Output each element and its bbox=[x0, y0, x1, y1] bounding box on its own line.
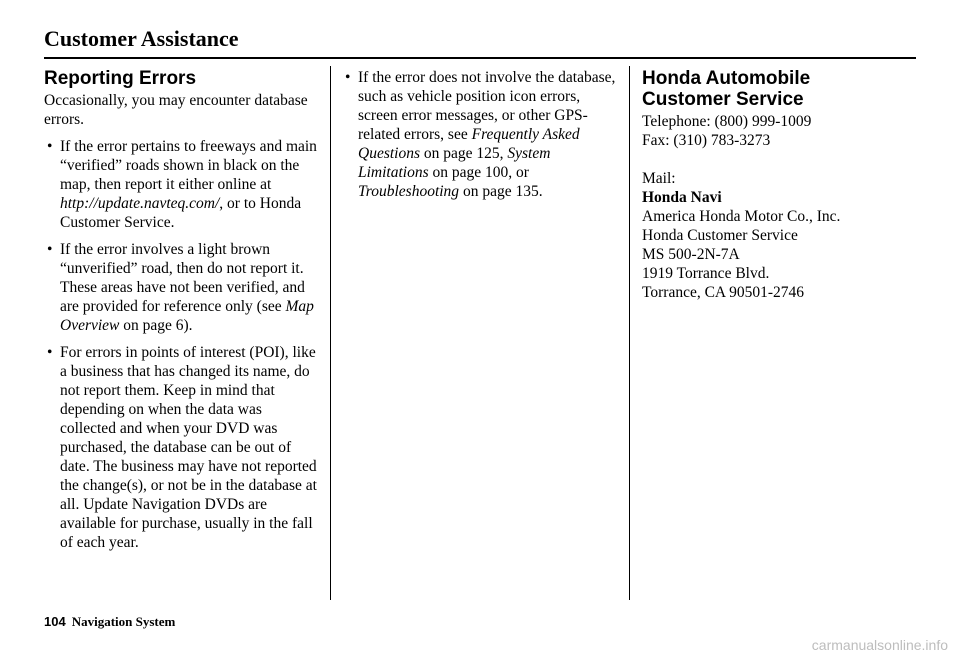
bullet-dot: • bbox=[47, 344, 53, 361]
system-limitations-reference[interactable]: System Limitations bbox=[358, 145, 551, 181]
mail-city: Torrance, CA 90501-2746 bbox=[642, 284, 805, 301]
mail-stop: MS 500-2N-7A bbox=[642, 246, 740, 263]
bullet-dot: • bbox=[47, 241, 53, 258]
bullet-poi-errors bbox=[44, 343, 318, 552]
column-divider-right bbox=[629, 66, 630, 600]
heading-line-2: Customer Service bbox=[642, 89, 804, 110]
page-footer bbox=[44, 614, 175, 630]
page-number: 104 bbox=[44, 614, 66, 629]
bullet-non-database-mid2: on page 100, or bbox=[428, 164, 529, 181]
page-title: Customer Assistance bbox=[44, 26, 239, 51]
bullet-unverified-tail: on page 6). bbox=[119, 317, 193, 334]
troubleshooting-reference[interactable]: Troubleshooting bbox=[358, 183, 460, 200]
mail-label: Mail: bbox=[642, 170, 676, 187]
bullet-unverified-roads bbox=[44, 240, 318, 335]
mail-street: 1919 Torrance Blvd. bbox=[642, 265, 770, 282]
fax-number: Fax: (310) 783-3273 bbox=[642, 132, 771, 149]
heading-line-1: Honda Automobile bbox=[642, 68, 811, 89]
bullet-non-database bbox=[342, 68, 618, 201]
bullet-non-database-text: If the error does not involve the database, such as vehicle position icon errors, screen error messages, or other GPS-related errors, see bbox=[358, 69, 616, 143]
bullet-non-database-tail: on page 135. bbox=[459, 183, 543, 200]
bullet-freeways-tail: , or to Honda Customer Service. bbox=[60, 195, 302, 231]
column-customer-service bbox=[642, 68, 916, 302]
bullet-freeways bbox=[44, 137, 318, 232]
telephone-number: Telephone: (800) 999-1009 bbox=[642, 113, 812, 130]
bullet-dot: • bbox=[47, 138, 53, 155]
customer-service-heading bbox=[642, 68, 916, 110]
mail-department: Honda Customer Service bbox=[642, 227, 798, 244]
column-reporting-errors bbox=[44, 68, 318, 552]
bullet-non-database-mid1: on page 125, bbox=[420, 145, 508, 162]
intro-paragraph: Occasionally, you may encounter database errors. bbox=[44, 92, 308, 128]
faq-reference[interactable]: Frequently Asked Questions bbox=[358, 126, 580, 162]
spacer bbox=[642, 150, 916, 169]
column-divider-left bbox=[330, 66, 331, 600]
navteq-url-link[interactable]: http://update.navteq.com/ bbox=[60, 195, 220, 212]
bullet-unverified-text: If the error involves a light brown “unverified” road, then do not report it. These areas have not been verified, and are provided for reference only (see bbox=[60, 241, 305, 315]
map-overview-reference[interactable]: Map Overview bbox=[60, 298, 314, 334]
header-rule bbox=[44, 57, 916, 59]
column-non-database-errors bbox=[342, 68, 618, 201]
bullet-poi-text: For errors in points of interest (POI), like a business that has changed its name, do not report them. Keep in mind that depending on when the data was collected and when your DVD was purchased, the database can be out of date. The business may have not reported the change(s), or not be in the database at all. Update Navigation DVDs are available for purchase, usually in the fall of each year. bbox=[60, 344, 317, 551]
bullet-freeways-text: If the error pertains to freeways and main “verified” roads shown in black on the map, then report it either online at bbox=[60, 138, 317, 193]
document-name: Navigation System bbox=[71, 614, 176, 629]
bullet-dot: • bbox=[345, 69, 351, 86]
mail-company: America Honda Motor Co., Inc. bbox=[642, 208, 841, 225]
reporting-errors-heading: Reporting Errors bbox=[44, 68, 197, 89]
watermark: carmanualsonline.info bbox=[811, 637, 948, 653]
mail-addressee: Honda Navi bbox=[642, 189, 722, 206]
